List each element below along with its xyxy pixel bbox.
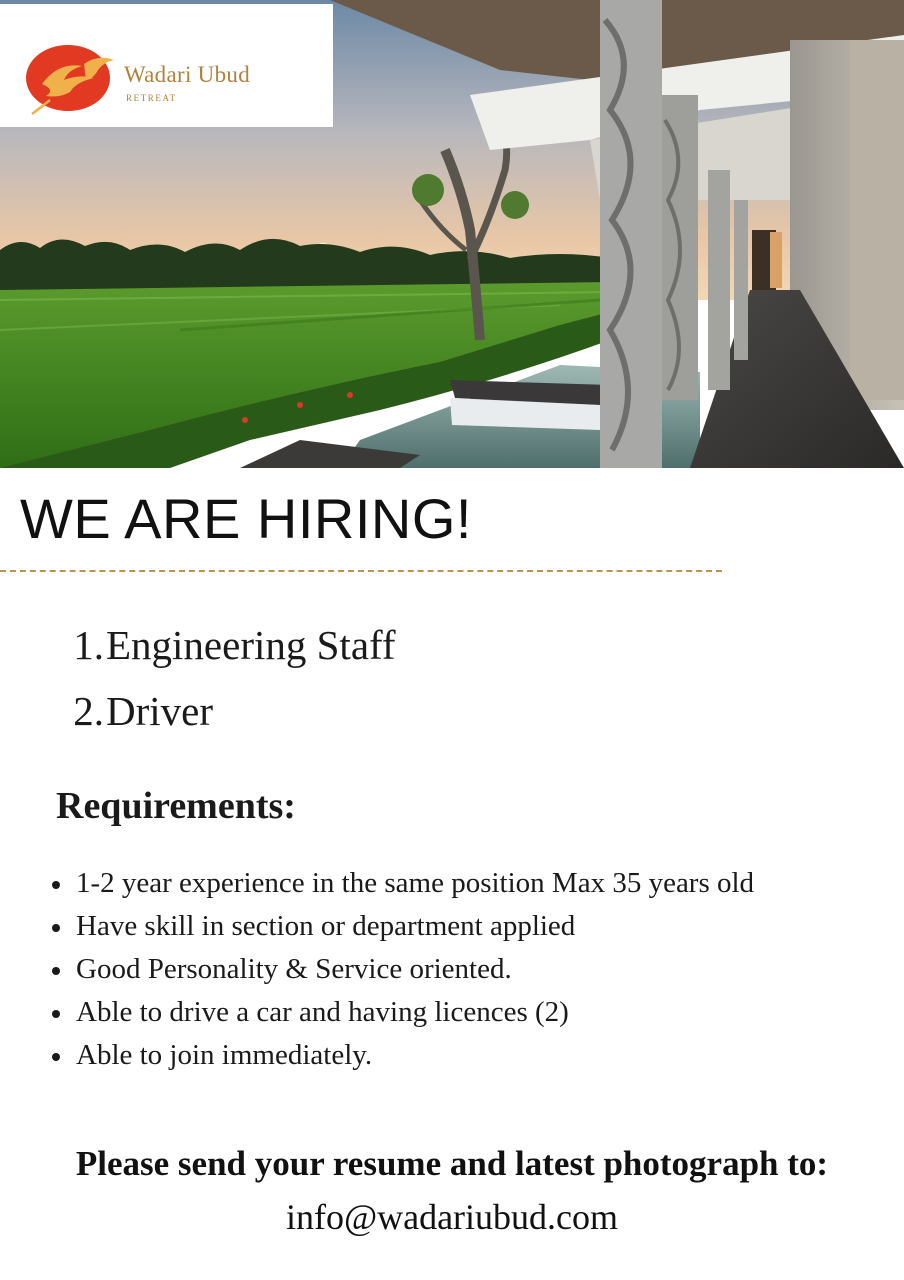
requirement-item	[50, 862, 754, 905]
logo-card	[0, 4, 333, 127]
call-to-action: Please send your resume and latest photograph to:	[75, 1144, 829, 1183]
logo-name: Wadari Ubud	[124, 62, 250, 87]
bullet-icon	[52, 1010, 60, 1018]
bullet-icon	[52, 881, 60, 889]
requirement-item	[50, 948, 754, 991]
contact-email[interactable]: info@wadariubud.com	[285, 1197, 619, 1237]
position-number: 1.	[73, 622, 104, 668]
headline: WE ARE HIRING!	[20, 487, 472, 550]
bird-emblem-icon	[24, 40, 120, 116]
requirements-title: Requirements:	[56, 785, 296, 827]
requirement-item	[50, 905, 754, 948]
bullet-icon	[52, 967, 60, 975]
requirement-item	[50, 991, 754, 1034]
requirement-text: Good Personality & Service oriented.	[76, 953, 512, 985]
bullet-icon	[52, 1053, 60, 1061]
requirement-item	[50, 1034, 754, 1077]
requirement-text: Able to join immediately.	[76, 1039, 373, 1071]
dashed-divider	[0, 570, 722, 572]
position-number: 2.	[73, 688, 104, 734]
position-item	[64, 612, 396, 678]
requirement-text: 1-2 year experience in the same position Max 35 years old	[76, 867, 755, 899]
position-title: Driver	[106, 688, 214, 734]
position-title: Engineering Staff	[106, 622, 396, 668]
position-item	[64, 678, 396, 744]
bullet-icon	[52, 924, 60, 932]
requirements-list	[50, 862, 754, 1077]
requirement-text: Have skill in section or department applied	[76, 910, 576, 942]
logo-subtitle: RETREAT	[126, 93, 177, 103]
requirement-text: Able to drive a car and having licences (2)	[76, 996, 569, 1028]
positions-list	[64, 612, 396, 744]
